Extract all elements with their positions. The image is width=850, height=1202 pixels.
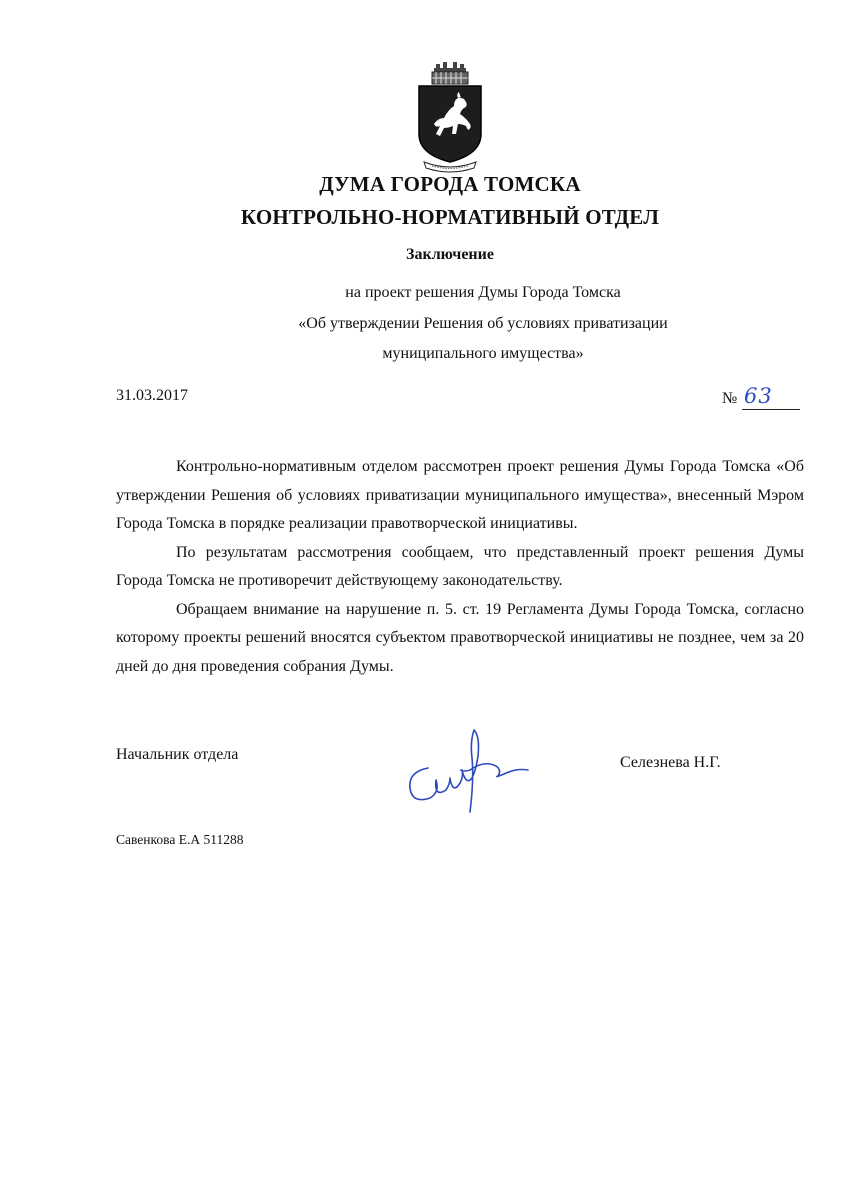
tomsk-coat-of-arms-icon [410, 62, 490, 174]
document-body [116, 453, 804, 681]
handwritten-number: 63 [744, 384, 773, 408]
executor-info: Савенкова Е.А 511288 [116, 832, 244, 847]
body-paragraph: По результатам рассмотрения сообщаем, что представленный проект решения Думы Города Томска не противоречит действующему законодательству. [116, 543, 804, 589]
signer-role: Начальник отдела [116, 746, 239, 763]
document-type: Заключение [406, 246, 494, 263]
handwritten-signature [400, 726, 536, 822]
subject-line: муниципального имущества» [382, 345, 584, 362]
signer-name: Селезнева Н.Г. [620, 754, 721, 771]
number-underline [742, 409, 800, 410]
body-paragraph: Обращаем внимание на нарушение п. 5. ст. 19 Регламента Думы Города Томска, согласно которому проекты решений вносятся субъектом правотворческой инициативы не позднее, чем за 20 дней до дня проведения собрания Думы. [116, 600, 804, 675]
subject-line: «Об утверждении Решения об условиях приватизации [298, 315, 668, 332]
number-sign: № [722, 390, 738, 407]
org-name: ДУМА ГОРОДА ТОМСКА [319, 172, 581, 196]
document-number [722, 384, 784, 414]
subject-line: на проект решения Думы Города Томска [345, 284, 621, 301]
body-paragraph: Контрольно-нормативным отделом рассмотрен проект решения Думы Города Томска «Об утверждении Решения об условиях приватизации муниципального имущества», внесенный Мэром Города Томска в порядке реализации правотворческой инициативы. [116, 458, 804, 532]
document-date: 31.03.2017 [116, 387, 188, 404]
department-name: КОНТРОЛЬНО-НОРМАТИВНЫЙ ОТДЕЛ [240, 205, 660, 229]
